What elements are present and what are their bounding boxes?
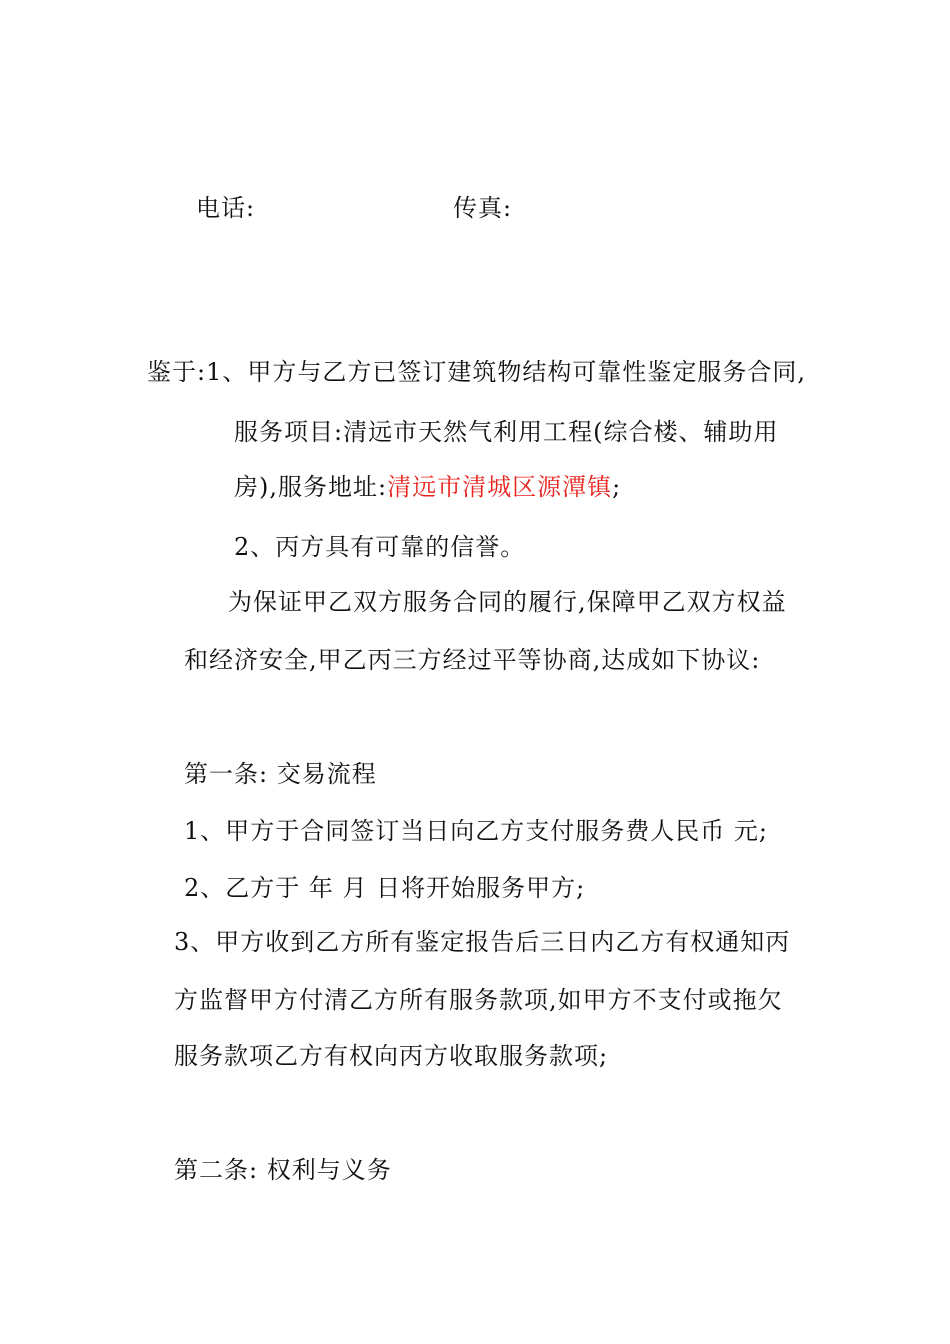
article-1-title: 第一条: 交易流程 bbox=[184, 760, 377, 788]
whereas-item-1-line-2: 服务项目:清远市天然气利用工程(综合楼、辅助用 bbox=[234, 418, 779, 446]
fax-label: 传真: bbox=[453, 194, 513, 222]
article-1-clause-3-line-2: 方监督甲方付清乙方所有服务款项,如甲方不支付或拖欠 bbox=[174, 986, 783, 1014]
service-address-label: 房),服务地址: bbox=[234, 473, 388, 501]
article-1-clause-3-line-3: 服务款项乙方有权向丙方收取服务款项; bbox=[174, 1042, 609, 1070]
whereas-item-1-line-3 bbox=[234, 472, 621, 502]
whereas-line-1 bbox=[147, 357, 806, 387]
article-1-clause-3-line-1: 3、甲方收到乙方所有鉴定报告后三日内乙方有权通知丙 bbox=[174, 928, 791, 956]
article-2-title: 第二条: 权利与义务 bbox=[174, 1156, 392, 1184]
whereas-label: 鉴于: bbox=[147, 358, 207, 386]
service-address-value: 清远市清城区源潭镇 bbox=[387, 473, 613, 501]
service-address-punct: ; bbox=[612, 473, 622, 501]
article-1-clause-2: 2、乙方于 年 月 日将开始服务甲方; bbox=[184, 874, 586, 902]
whereas-item-1-line-1: 1、甲方与乙方已签订建筑物结构可靠性鉴定服务合同, bbox=[206, 358, 806, 386]
intro-line-2: 和经济安全,甲乙丙三方经过平等协商,达成如下协议: bbox=[184, 646, 761, 674]
phone-label: 电话: bbox=[196, 194, 256, 222]
article-1-clause-1: 1、甲方于合同签订当日向乙方支付服务费人民币 元; bbox=[184, 817, 768, 845]
intro-line-1: 为保证甲乙双方服务合同的履行,保障甲乙双方权益 bbox=[228, 588, 787, 616]
whereas-item-2: 2、丙方具有可靠的信誉。 bbox=[234, 533, 526, 561]
